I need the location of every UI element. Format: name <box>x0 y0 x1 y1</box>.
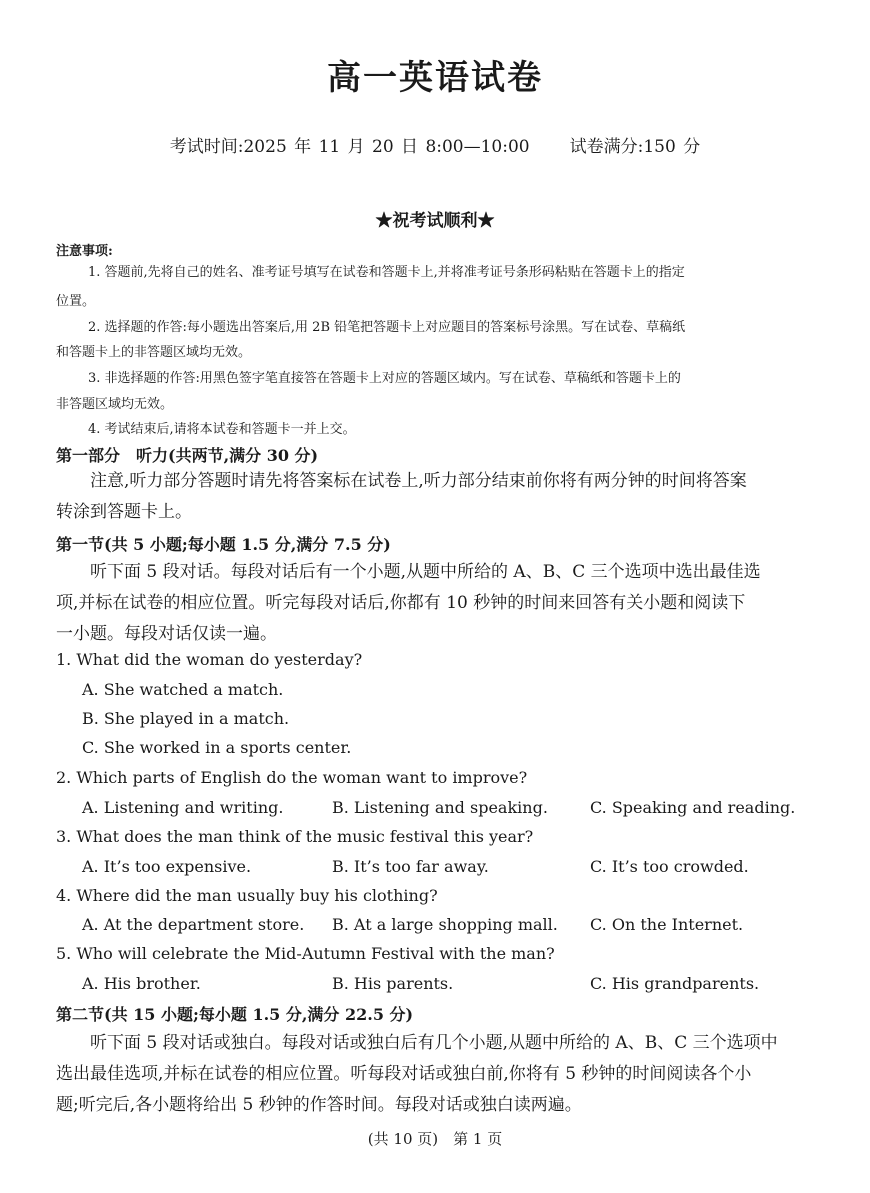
question-3: 3. What does the man think of the music festival this year? <box>56 827 534 846</box>
question-5: 5. Who will celebrate the Mid-Autumn Festival with the man? <box>56 944 555 963</box>
question-1-option-a: A. She watched a match. <box>82 680 284 699</box>
part1-instruction-line-2: 转涂到答题卡上。 <box>56 502 192 522</box>
question-4: 4. Where did the man usually buy his clothing? <box>56 886 438 905</box>
section1-instruction-line-2: 项,并标在试卷的相应位置。听完每段对话后,你都有 10 秒钟的时间来回答有关小题和阅读下 <box>56 593 746 613</box>
question-5-option-a: A. His brother. <box>82 974 201 993</box>
question-1: 1. What did the woman do yesterday? <box>56 650 363 669</box>
question-3-option-c: C. It’s too crowded. <box>590 857 749 876</box>
question-2-option-c: C. Speaking and reading. <box>590 798 796 817</box>
question-5-option-c: C. His grandparents. <box>590 974 760 993</box>
notice-item-2-line-1: 2. 选择题的作答:每小题选出答案后,用 2B 铅笔把答题卡上对应题目的答案标号涂黑。写在试卷、草稿纸 <box>88 320 686 335</box>
question-2-option-a: A. Listening and writing. <box>82 798 284 817</box>
question-5-option-b: B. His parents. <box>332 974 454 993</box>
question-3-option-a: A. It’s too expensive. <box>82 857 252 876</box>
section1-instruction-line-3: 一小题。每段对话仅读一遍。 <box>56 624 277 644</box>
question-3-option-b: B. It’s too far away. <box>332 857 489 876</box>
question-4-option-a: A. At the department store. <box>82 915 305 934</box>
slogan: ★祝考试顺利★ <box>375 211 495 231</box>
question-4-option-b: B. At a large shopping mall. <box>332 915 558 934</box>
exam-meta <box>0 132 870 157</box>
section2-instruction-line-1: 听下面 5 段对话或独白。每段对话或独白后有几个小题,从题中所给的 A、B、C 三个选项中 <box>90 1033 778 1053</box>
full-score: 试卷满分:150 分 <box>569 137 701 157</box>
exam-time: 考试时间:2025 年 11 月 20 日 8:00—10:00 <box>169 137 530 157</box>
notice-heading: 注意事项: <box>56 244 113 259</box>
section2-instruction-line-3: 题;听完后,各小题将给出 5 秒钟的作答时间。每段对话或独白读两遍。 <box>56 1095 582 1115</box>
notice-item-1-line-2: 位置。 <box>56 294 96 309</box>
question-1-option-c: C. She worked in a sports center. <box>82 738 352 757</box>
section2-instruction-line-2: 选出最佳选项,并标在试卷的相应位置。听每段对话或独白前,你将有 5 秒钟的时间阅读各个小 <box>56 1064 752 1084</box>
question-2: 2. Which parts of English do the woman want to improve? <box>56 768 528 787</box>
notice-item-2-line-2: 和答题卡上的非答题区域均无效。 <box>56 345 252 360</box>
question-4-option-c: C. On the Internet. <box>590 915 744 934</box>
question-1-option-b: B. She played in a match. <box>82 709 290 728</box>
section1-heading: 第一节(共 5 小题;每小题 1.5 分,满分 7.5 分) <box>56 535 391 554</box>
notice-item-3-line-1: 3. 非选择题的作答:用黑色签字笔直接答在答题卡上对应的答题区域内。写在试卷、草稿纸和答题卡上的 <box>88 371 681 386</box>
question-2-option-b: B. Listening and speaking. <box>332 798 548 817</box>
section1-instruction-line-1: 听下面 5 段对话。每段对话后有一个小题,从题中所给的 A、B、C 三个选项中选出最佳选 <box>90 562 761 582</box>
notice-item-3-line-2: 非答题区域均无效。 <box>56 397 174 412</box>
part1-instruction-line-1: 注意,听力部分答题时请先将答案标在试卷上,听力部分结束前你将有两分钟的时间将答案 <box>90 471 747 491</box>
page-title: 高一英语试卷 <box>327 58 543 98</box>
notice-item-4: 4. 考试结束后,请将本试卷和答题卡一并上交。 <box>88 422 356 437</box>
part1-heading: 第一部分 听力(共两节,满分 30 分) <box>56 446 319 465</box>
page-footer: (共 10 页) 第 1 页 <box>367 1130 503 1148</box>
notice-item-1-line-1: 1. 答题前,先将自己的姓名、准考证号填写在试卷和答题卡上,并将准考证号条形码粘贴在答题卡上的指定 <box>88 265 685 280</box>
section2-heading: 第二节(共 15 小题;每小题 1.5 分,满分 22.5 分) <box>56 1005 414 1024</box>
